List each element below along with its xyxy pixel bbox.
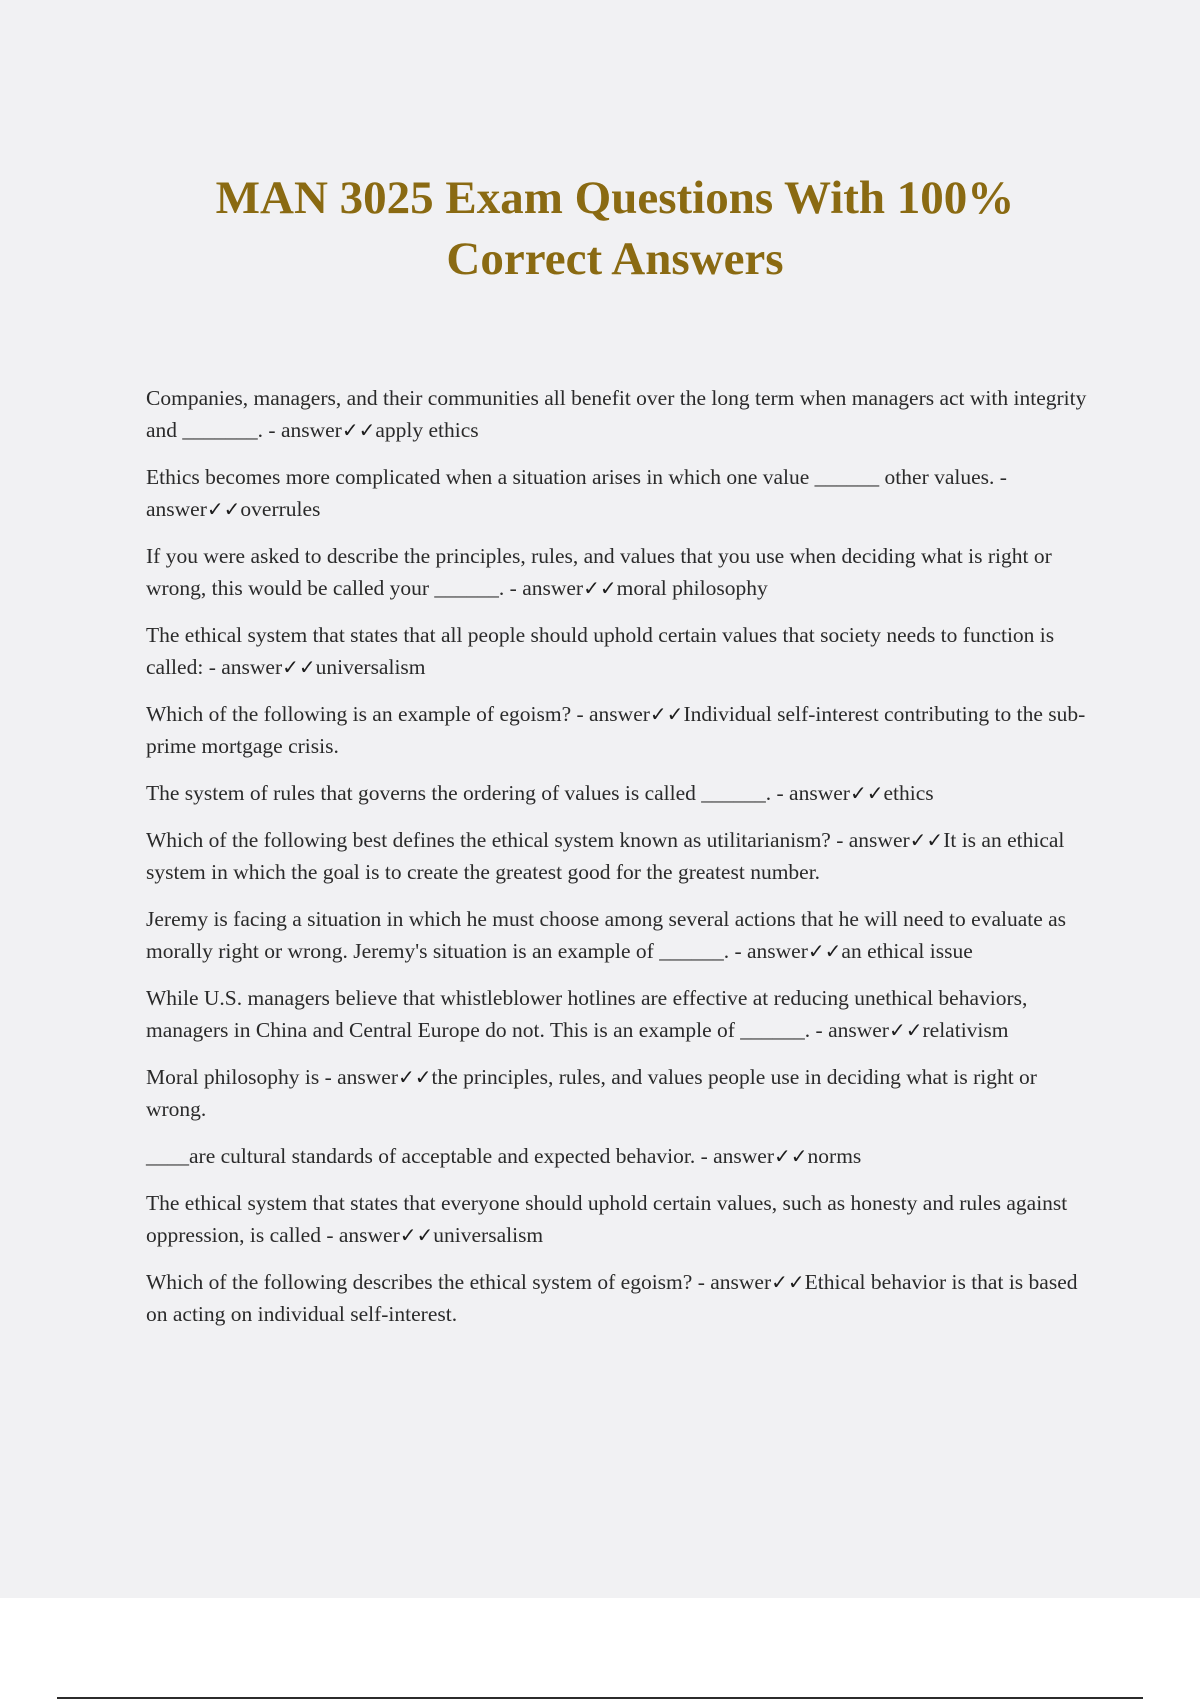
answer-text: moral philosophy: [616, 576, 768, 600]
answer-text: ethics: [883, 781, 934, 805]
qa-item: [146, 698, 1096, 762]
double-check-icon: ✓✓: [774, 1144, 808, 1168]
question-text: Which of the following best defines the ethical system known as utilitarianism?: [146, 828, 831, 852]
question-text: Which of the following is an example of egoism?: [146, 702, 572, 726]
qa-item: [146, 1140, 1096, 1172]
answer-marker: - answer: [146, 465, 1007, 521]
answer-text: It is an ethical system in which the goal is to create the greatest good for the greatest number.: [146, 828, 1065, 884]
double-check-icon: ✓✓: [807, 939, 842, 963]
answer-marker: - answer: [700, 1144, 775, 1168]
question-text: While U.S. managers believe that whistleblower hotlines are effective at reducing unethical behaviors, managers in China and Central Europe do not. This is an example of ______.: [146, 986, 1028, 1042]
answer-marker: - answer: [324, 1065, 399, 1089]
answer-text: apply ethics: [375, 418, 479, 442]
double-check-icon: ✓✓: [398, 1065, 432, 1089]
question-text: The ethical system that states that everyone should uphold certain values, such as honesty and rules against oppression, is called: [146, 1191, 1068, 1247]
qa-item: [146, 1061, 1096, 1125]
answer-marker: - answer: [734, 939, 808, 963]
double-check-icon: ✓✓: [849, 781, 884, 805]
double-check-icon: ✓✓: [771, 1270, 805, 1294]
answer-marker: - answer: [326, 1223, 400, 1247]
qa-item: [146, 982, 1096, 1046]
double-check-icon: ✓✓: [282, 655, 316, 679]
answer-marker: - answer: [697, 1270, 772, 1294]
double-check-icon: ✓✓: [341, 418, 376, 442]
answer-text: universalism: [315, 655, 426, 679]
answer-marker: - answer: [576, 702, 650, 726]
qa-item: [146, 1266, 1096, 1330]
answer-marker: - answer: [815, 1018, 889, 1042]
question-text: Companies, managers, and their communities all benefit over the long term when managers act with integrity and _______.: [146, 386, 1087, 442]
question-text: The ethical system that states that all people should uphold certain values that society needs to function is called:: [146, 623, 1055, 679]
qa-item: [146, 382, 1096, 446]
answer-marker: - answer: [268, 418, 342, 442]
answer-text: Ethical behavior is that is based on acting on individual self-interest.: [146, 1270, 1078, 1326]
question-text: Which of the following describes the ethical system of egoism?: [146, 1270, 693, 1294]
double-check-icon: ✓✓: [888, 1018, 923, 1042]
document-title: MAN 3025 Exam Questions With 100% Correct Answers: [215, 172, 1015, 285]
qa-item: [146, 461, 1096, 525]
double-check-icon: ✓✓: [399, 1223, 434, 1247]
answer-marker: - answer: [208, 655, 283, 679]
question-text: Ethics becomes more complicated when a situation arises in which one value ______ other values.: [146, 465, 995, 489]
qa-item: [146, 777, 1096, 809]
qa-item: [146, 1187, 1096, 1251]
qa-item: [146, 903, 1096, 967]
answer-text: an ethical issue: [841, 939, 973, 963]
answer-marker: - answer: [509, 576, 584, 600]
answer-marker: - answer: [836, 828, 910, 852]
question-text: If you were asked to describe the principles, rules, and values that you use when deciding what is right or wrong, this would be called your ______.: [146, 544, 1052, 600]
answer-text: norms: [807, 1144, 862, 1168]
double-check-icon: ✓✓: [583, 576, 617, 600]
answer-text: overrules: [240, 497, 321, 521]
answer-text: the principles, rules, and values people use in deciding what is right or wrong.: [146, 1065, 1037, 1121]
question-text: The system of rules that governs the ordering of values is called ______.: [146, 781, 772, 805]
answer-text: relativism: [922, 1018, 1009, 1042]
answer-marker: - answer: [776, 781, 850, 805]
double-check-icon: ✓✓: [649, 702, 684, 726]
double-check-icon: ✓✓: [206, 497, 241, 521]
question-text: Jeremy is facing a situation in which he must choose among several actions that he will need to evaluate as morally right or wrong. Jeremy's situation is an example of ______.: [146, 907, 1067, 963]
footer-divider: [57, 1697, 1143, 1699]
answer-text: universalism: [433, 1223, 544, 1247]
qa-item: [146, 619, 1096, 683]
question-list: [146, 382, 1096, 1345]
question-text: Moral philosophy is: [146, 1065, 320, 1089]
answer-text: Individual self-interest contributing to the sub-prime mortgage crisis.: [146, 702, 1086, 758]
double-check-icon: ✓✓: [909, 828, 944, 852]
qa-item: [146, 540, 1096, 604]
question-text: ____are cultural standards of acceptable and expected behavior.: [146, 1144, 696, 1168]
qa-item: [146, 824, 1096, 888]
